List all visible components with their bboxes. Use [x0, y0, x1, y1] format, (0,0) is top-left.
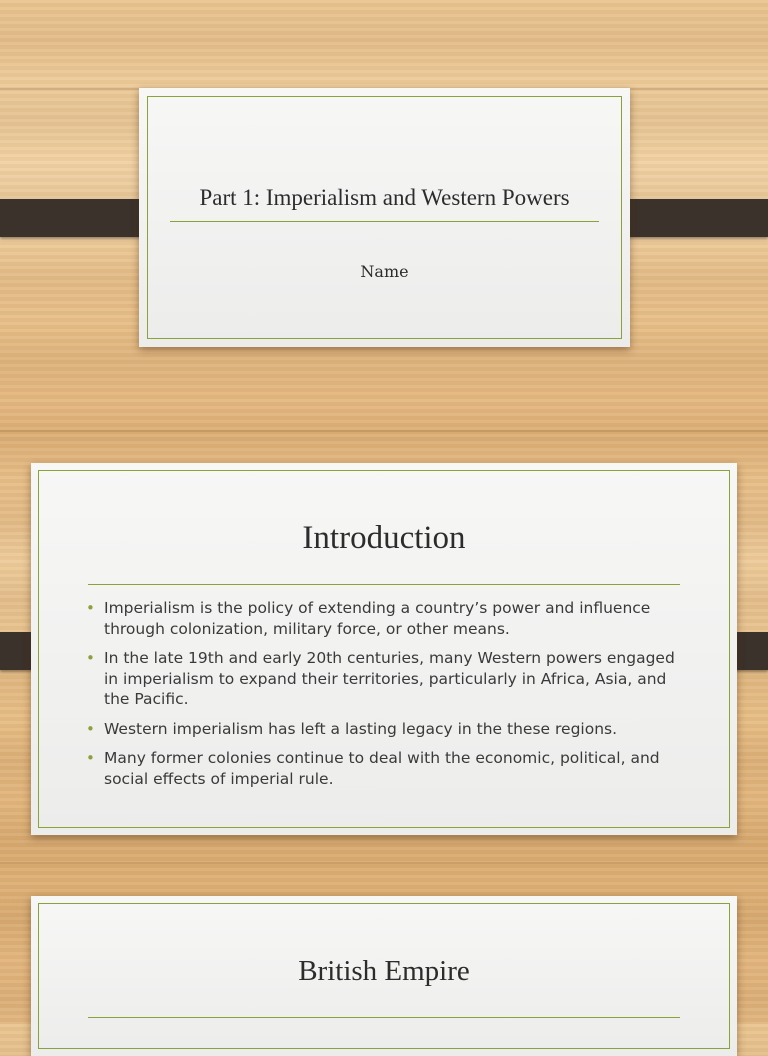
bullet-icon: •	[86, 749, 95, 767]
list-item	[86, 719, 686, 740]
slide-title: British Empire	[298, 955, 470, 987]
list-item	[86, 648, 686, 710]
list-item	[86, 598, 686, 639]
wood-grain-line	[0, 430, 768, 432]
title-underline	[170, 221, 599, 222]
bullet-icon: •	[86, 719, 95, 738]
decorative-strip-right	[612, 199, 768, 237]
slide-title: Introduction	[302, 520, 466, 556]
wood-grain-line	[0, 862, 768, 864]
list-item	[86, 748, 686, 789]
decorative-strip-left	[0, 199, 156, 237]
bullet-text: Many former colonies continue to deal with the economic, political, and social effects of imperial rule.	[104, 749, 660, 788]
bullet-text: Imperialism is the policy of extending a country’s power and influence through colonization, military force, or other means.	[104, 599, 651, 638]
slide-title: Part 1: Imperialism and Western Powers	[199, 185, 570, 210]
british-empire-slide[interactable]	[31, 896, 737, 1056]
title-underline	[88, 584, 680, 585]
slide-subtitle: Name	[360, 262, 409, 281]
bullet-list	[86, 598, 686, 798]
introduction-slide[interactable]	[31, 463, 737, 835]
bullet-text: Western imperialism has left a lasting legacy in the these regions.	[104, 719, 618, 738]
bullet-icon: •	[86, 649, 95, 667]
bullet-text: In the late 19th and early 20th centuries, many Western powers engaged in imperialism to expand their territories, particularly in Africa, Asia, and the Pacific.	[104, 649, 675, 708]
bullet-icon: •	[86, 599, 95, 617]
slide-frame	[147, 96, 622, 339]
title-slide[interactable]	[139, 88, 630, 347]
title-underline	[88, 1017, 680, 1018]
